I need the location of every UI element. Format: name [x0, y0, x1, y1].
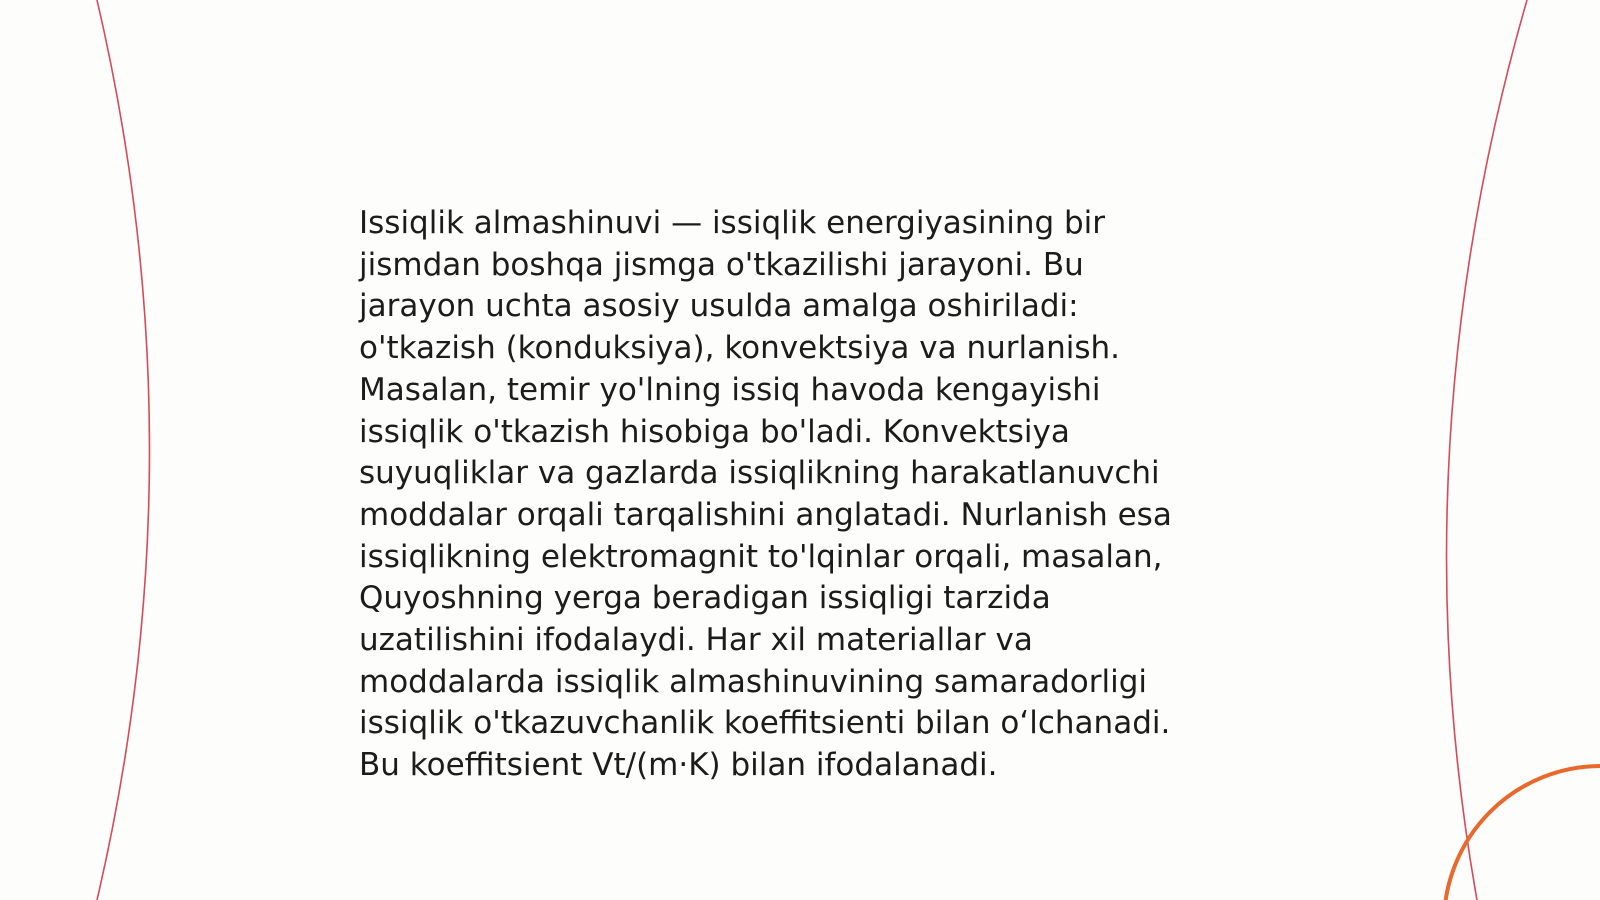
paragraph-line: Masalan, temir yo'lning issiq havoda kengayishi [359, 371, 1101, 408]
bottom-right-accent-arc [1444, 766, 1600, 900]
body-paragraph [359, 203, 1239, 787]
right-curve-line [1447, 0, 1527, 900]
paragraph-line: moddalar orqali tarqalishini anglatadi. Nurlanish esa [359, 496, 1172, 533]
paragraph-line: Bu koeffitsient Vt/(m·K) bilan ifodalanadi. [359, 747, 998, 784]
paragraph-line: jismdan boshqa jismga o'tkazilishi jarayoni. Bu [359, 246, 1084, 283]
left-curve-line [97, 0, 150, 900]
paragraph-line: o'tkazish (konduksiya), konvektsiya va nurlanish. [359, 330, 1121, 367]
paragraph-line: moddalarda issiqlik almashinuvining samaradorligi [359, 663, 1147, 700]
paragraph-line: uzatilishini ifodalaydi. Har xil materiallar va [359, 622, 1033, 659]
paragraph-line: Quyoshning yerga beradigan issiqligi tarzida [359, 580, 1051, 617]
paragraph-line: issiqlik o'tkazish hisobiga bo'ladi. Konvektsiya [359, 413, 1070, 450]
paragraph-line: issiqlik o'tkazuvchanlik koeffitsienti bilan o‘lchanadi. [359, 705, 1171, 742]
paragraph-line: jarayon uchta asosiy usulda amalga oshiriladi: [359, 288, 1079, 325]
paragraph-line: suyuqliklar va gazlarda issiqlikning harakatlanuvchi [359, 455, 1160, 492]
paragraph-line: Issiqlik almashinuvi — issiqlik energiyasining bir [359, 205, 1106, 241]
paragraph-line: issiqlikning elektromagnit to'lqinlar orqali, masalan, [359, 538, 1163, 575]
